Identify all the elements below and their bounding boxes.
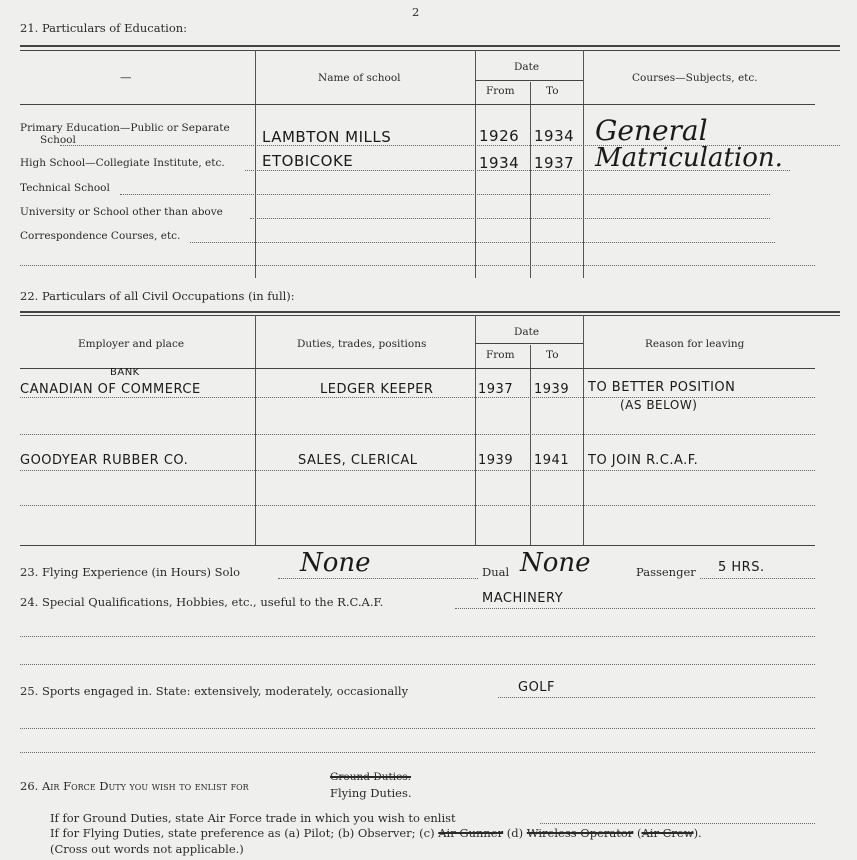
row-label-university: University or School other than above (20, 206, 223, 218)
high-school-to: 1937 (534, 154, 575, 172)
dotted-line (278, 578, 478, 579)
dotted-line (20, 636, 815, 637)
header-duties: Duties, trades, positions (297, 338, 427, 350)
to-1: 1939 (534, 382, 570, 397)
rule (20, 104, 815, 105)
primary-school-name: LAMBTON MILLS (262, 128, 392, 146)
cross-out-note: (Cross out words not applicable.) (50, 842, 244, 856)
passenger-label: Passenger (636, 565, 696, 579)
flying-preference-text: If for Flying Duties, state preference as (a) Pilot; (b) Observer; (c) (50, 826, 435, 840)
duties-1: LEDGER KEEPER (320, 382, 434, 397)
rule (20, 311, 840, 313)
employer-1: CANADIAN OF COMMERCE (20, 382, 201, 397)
column-divider (255, 50, 256, 278)
header-reason: Reason for leaving (645, 338, 745, 350)
column-divider (475, 50, 476, 278)
column-divider (255, 315, 256, 545)
column-divider (475, 315, 476, 545)
employer-2: GOODYEAR RUBBER CO. (20, 453, 189, 468)
employer-insert-bank: BANK (110, 367, 140, 378)
rule (20, 50, 840, 51)
section-21-title: 21. Particulars of Education: (20, 21, 188, 35)
rule (20, 545, 815, 546)
dotted-line (20, 728, 815, 729)
section-22-title: 22. Particulars of all Civil Occupations (in full): (20, 289, 295, 303)
dotted-line (250, 218, 770, 219)
solo-hours: None (300, 548, 371, 578)
sports-value: GOLF (518, 680, 556, 695)
dotted-line (20, 752, 815, 753)
rule (475, 343, 583, 344)
header-to: To (546, 85, 559, 97)
column-divider (583, 315, 584, 545)
dual-hours: None (520, 548, 591, 578)
primary-to: 1934 (534, 127, 575, 145)
row-label-technical: Technical School (20, 182, 110, 194)
reason-1: TO BETTER POSITION (588, 380, 736, 395)
header-name-of-school: Name of school (318, 72, 401, 84)
header-date: Date (514, 61, 540, 73)
dual-label: Dual (482, 565, 510, 579)
rule (20, 45, 840, 47)
row-label-high-school: High School—Collegiate Institute, etc. (20, 157, 225, 169)
column-divider (530, 82, 531, 278)
flying-preference-line (50, 826, 702, 840)
courses-matriculation: Matriculation. (595, 143, 783, 173)
header-date: Date (514, 326, 540, 338)
air-gunner-struck: Air Gunner (438, 826, 504, 840)
rule (20, 315, 840, 316)
header-employer: Employer and place (78, 338, 185, 350)
special-qualifications-value: MACHINERY (482, 591, 564, 606)
air-force-duty-label: 26. Air Force Duty you wish to enlist for (20, 779, 249, 793)
dotted-line (20, 434, 815, 435)
ground-trade-line: If for Ground Duties, state Air Force trade in which you wish to enlist (50, 811, 456, 825)
dotted-line (20, 470, 815, 471)
air-crew-struck: Air Crew (641, 826, 694, 840)
rule (475, 80, 583, 81)
paren-open: ( (636, 826, 642, 840)
high-school-name: ETOBICOKE (262, 152, 354, 170)
dotted-line (498, 697, 815, 698)
paren-close: ). (693, 826, 702, 840)
header-courses: Courses—Subjects, etc. (632, 72, 758, 84)
row-label-primary-2: School (40, 134, 76, 146)
row-label-primary: Primary Education—Public or Separate (20, 122, 230, 134)
courses-general: General (595, 114, 708, 147)
dotted-line (20, 397, 815, 398)
reason-2: TO JOIN R.C.A.F. (588, 453, 699, 468)
duties-2: SALES, CLERICAL (298, 453, 418, 468)
option-d: (d) (506, 826, 524, 840)
from-2: 1939 (478, 453, 514, 468)
header-from: From (486, 349, 515, 361)
flying-experience-label: 23. Flying Experience (in Hours) Solo (20, 565, 241, 579)
header-blank: — (120, 70, 132, 84)
to-2: 1941 (534, 453, 570, 468)
dotted-line (190, 242, 775, 243)
header-from: From (486, 85, 515, 97)
from-1: 1937 (478, 382, 514, 397)
reason-1-continued: (AS BELOW) (620, 398, 698, 412)
row-label-correspondence: Correspondence Courses, etc. (20, 230, 181, 242)
passenger-hours: 5 HRS. (718, 560, 765, 575)
high-school-from: 1934 (479, 154, 520, 172)
dotted-line (20, 664, 815, 665)
option-flying-duties: Flying Duties. (330, 786, 412, 800)
page-number: 2 (412, 5, 420, 19)
column-divider (583, 50, 584, 278)
primary-from: 1926 (479, 127, 520, 145)
dotted-line (120, 194, 770, 195)
option-ground-duties-struck: Ground Duties. (330, 771, 412, 783)
column-divider (530, 345, 531, 545)
dotted-line (20, 265, 815, 266)
dotted-line (455, 608, 815, 609)
header-to: To (546, 349, 559, 361)
wireless-operator-struck: Wireless Operator (526, 826, 634, 840)
dotted-line (540, 823, 815, 824)
sports-label: 25. Sports engaged in. State: extensively, moderately, occasionally (20, 684, 409, 698)
dotted-line (20, 505, 815, 506)
special-qualifications-label: 24. Special Qualifications, Hobbies, etc., useful to the R.C.A.F. (20, 595, 384, 609)
dotted-line (700, 578, 815, 579)
